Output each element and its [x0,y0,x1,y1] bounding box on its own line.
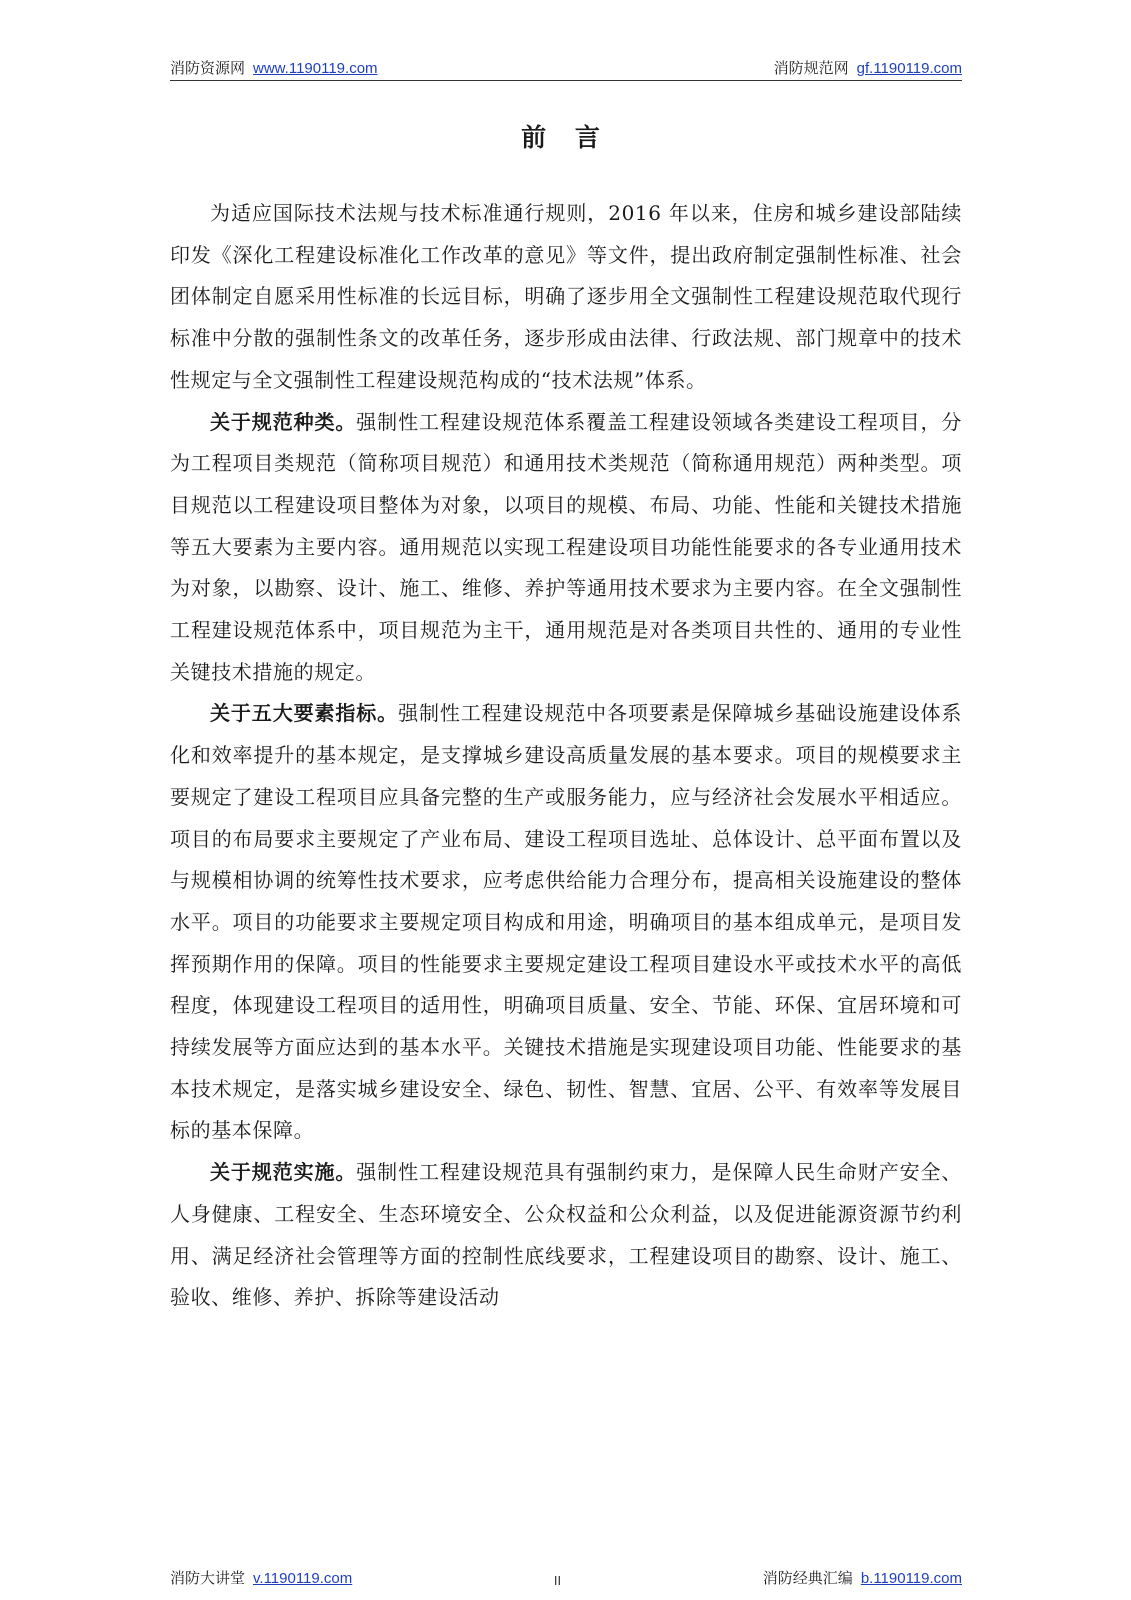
footer-right-name: 消防经典汇编 [762,1569,853,1587]
header-left-name: 消防资源网 [170,59,246,77]
page-footer [170,1566,962,1588]
header-right-site [774,57,962,78]
paragraph-4 [170,1152,962,1319]
paragraph-4-text: 强制性工程建设规范具有强制约束力，是保障人民生命财产安全、人身健康、工程安全、生态环境安全、公众权益和公众利益，以及促进能源资源节约利用、满足经济社会管理等方面的控制性底线要求，工程建设项目的勘察、设计、施工、验收、维修、养护、拆除等建设活动 [170,1160,962,1310]
header-right-link[interactable]: gf.1190119.com [856,60,962,77]
paragraph-4-lead: 关于规范实施。 [210,1160,357,1185]
footer-left-link[interactable]: v.1190119.com [253,1570,353,1587]
footer-right-site [763,1567,962,1588]
footer-left-name: 消防大讲堂 [170,1569,246,1587]
paragraph-3-text: 强制性工程建设规范中各项要素是保障城乡基础设施建设体系化和效率提升的基本规定，是支撑城乡建设高质量发展的基本要求。项目的规模要求主要规定了建设工程项目应具备完整的生产或服务能力，应与经济社会发展水平相适应。项目的布局要求主要规定了产业布局、建设工程项目选址、总体设计、总平面布置以及与规模相协调的统筹性技术要求，应考虑供给能力合理分布，提高相关设施建设的整体水平。项目的功能要求主要规定项目构成和用途，明确项目的基本组成单元，是项目发挥预期作用的保障。项目的性能要求主要规定建设工程项目建设水平或技术水平的高低程度，体现建设工程项目的适用性，明确项目质量、安全、节能、环保、宜居环境和可持续发展等方面应达到的基本水平。关键技术措施是实现建设项目功能、性能要求的基本技术规定，是落实城乡建设安全、绿色、韧性、智慧、宜居、公平、有效率等发展目标的基本保障。 [170,701,962,1143]
paragraph-3-lead: 关于五大要素指标。 [210,701,399,726]
paragraph-3 [170,693,962,1152]
page-number: II [553,1573,562,1588]
paragraph-1-text: 为适应国际技术法规与技术标准通行规则，2016 年以来，住房和城乡建设部陆续印发《深化工程建设标准化工作改革的意见》等文件，提出政府制定强制性标准、社会团体制定自愿采用性标准的长远目标，明确了逐步用全文强制性工程建设规范取代现行标准中分散的强制性条文的改革任务，逐步形成由法律、行政法规、部门规章中的技术性规定与全文强制性工程建设规范构成的“技术法规”体系。 [170,201,962,392]
document-body [170,193,962,1319]
header-left-link[interactable]: www.1190119.com [253,60,378,77]
page-title: 前 言 [521,123,610,152]
paragraph-2-lead: 关于规范种类。 [210,409,357,434]
header-right-name: 消防规范网 [773,59,849,77]
paragraph-2-text: 强制性工程建设规范体系覆盖工程建设领域各类建设工程项目，分为工程项目类规范（简称项目规范）和通用技术类规范（简称通用规范）两种类型。项目规范以工程建设项目整体为对象，以项目的规模、布局、功能、性能和关键技术措施等五大要素为主要内容。通用规范以实现工程建设项目功能性能要求的各专业通用技术为对象，以勘察、设计、施工、维修、养护等通用技术要求为主要内容。在全文强制性工程建设规范体系中，项目规范为主干，通用规范是对各类项目共性的、通用的专业性关键技术措施的规定。 [170,409,962,684]
page-header [170,54,962,81]
footer-left-site [170,1567,352,1588]
paragraph-2 [170,402,962,694]
footer-right-link[interactable]: b.1190119.com [860,1570,962,1587]
paragraph-1 [170,193,962,402]
header-left-site [170,57,378,78]
